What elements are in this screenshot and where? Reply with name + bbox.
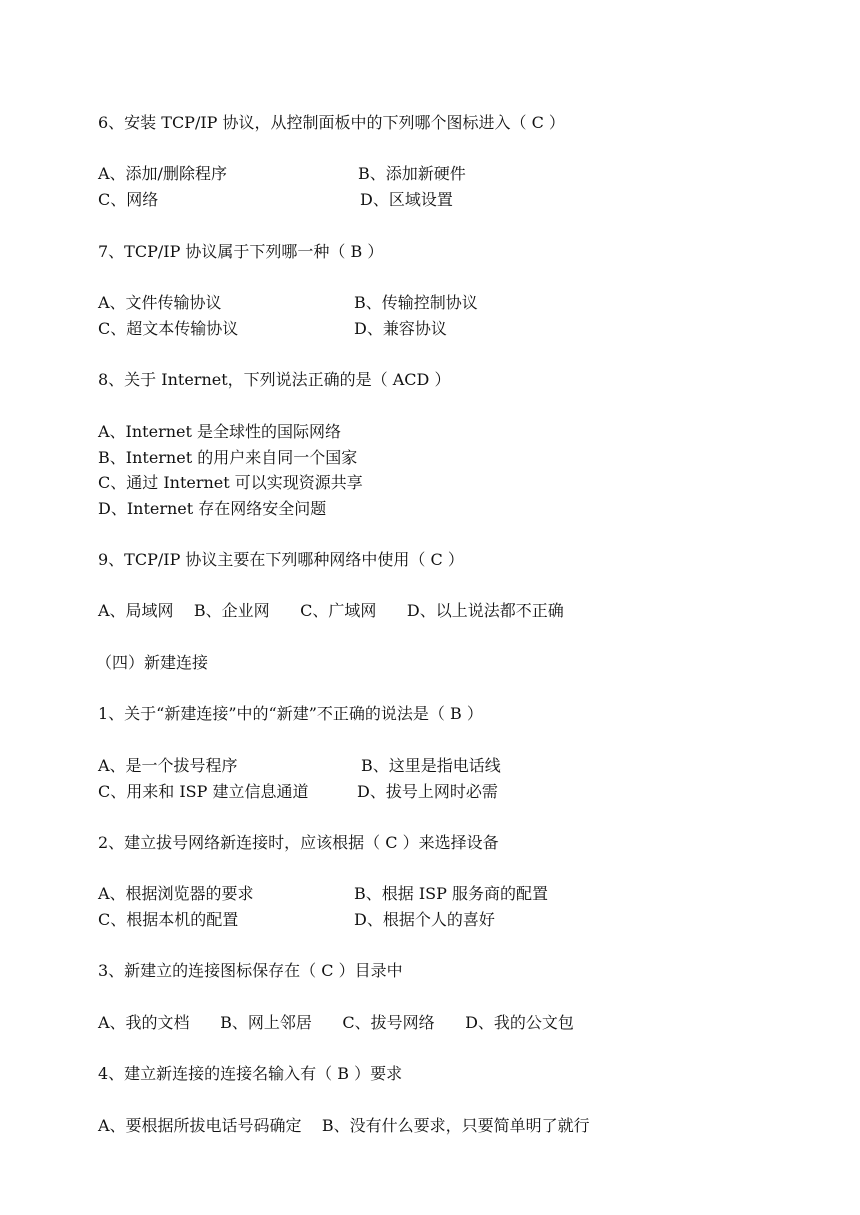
s4-question-2-option-b: B、根据 ISP 服务商的配置 [354,884,548,903]
question-6-option-a: A、添加/删除程序 [98,164,227,183]
question-7-stem: 7、TCP/IP 协议属于下列哪一种（ B ） [98,242,384,261]
s4-question-3-options: A、我的文档 B、网上邻居 C、拔号网络 D、我的公文包 [98,1013,574,1032]
s4-question-2-option-d: D、根据个人的喜好 [354,910,495,929]
question-9-stem: 9、TCP/IP 协议主要在下列哪种网络中使用（ C ） [98,550,464,569]
s4-question-4-options: A、要根据所拔电话号码确定 B、没有什么要求，只要简单明了就行 [98,1116,590,1135]
question-8-option-b: B、Internet 的用户来自同一个国家 [98,448,358,467]
s4-question-1-option-a: A、是一个拔号程序 [98,756,238,775]
question-6-option-d: D、区域设置 [360,190,453,209]
s4-question-1-option-d: D、拔号上网时必需 [357,782,498,801]
question-7-option-a: A、文件传输协议 [98,293,222,312]
question-8-stem: 8、关于 Internet，下列说法正确的是（ ACD ） [98,370,451,389]
s4-question-4-stem: 4、建立新连接的连接名输入有（ B ）要求 [98,1064,403,1083]
question-8-option-c: C、通过 Internet 可以实现资源共享 [98,473,363,492]
question-7-option-d: D、兼容协议 [354,319,447,338]
question-6-option-b: B、添加新硬件 [358,164,466,183]
question-6-option-c: C、网络 [98,190,159,209]
s4-question-1-option-c: C、用来和 ISP 建立信息通道 [98,782,309,801]
s4-question-1-stem: 1、关于“新建连接”中的“新建”不正确的说法是（ B ） [98,704,483,723]
question-9-options: A、局域网 B、企业网 C、广域网 D、以上说法都不正确 [98,601,564,620]
question-8-option-a: A、Internet 是全球性的国际网络 [98,422,342,441]
s4-question-3-stem: 3、新建立的连接图标保存在（ C ）目录中 [98,961,403,980]
section-heading: （四）新建连接 [96,653,209,672]
s4-question-2-stem: 2、建立拔号网络新连接时，应该根据（ C ）来选择设备 [98,833,499,852]
s4-question-1-option-b: B、这里是指电话线 [361,756,501,775]
s4-question-2-option-c: C、根据本机的配置 [98,910,239,929]
s4-question-2-option-a: A、根据浏览器的要求 [98,884,254,903]
question-8-option-d: D、Internet 存在网络安全问题 [98,499,327,518]
question-6-stem: 6、安装 TCP/IP 协议，从控制面板中的下列哪个图标进入（ C ） [98,113,565,132]
question-7-option-c: C、超文本传输协议 [98,319,239,338]
question-7-option-b: B、传输控制协议 [354,293,478,312]
